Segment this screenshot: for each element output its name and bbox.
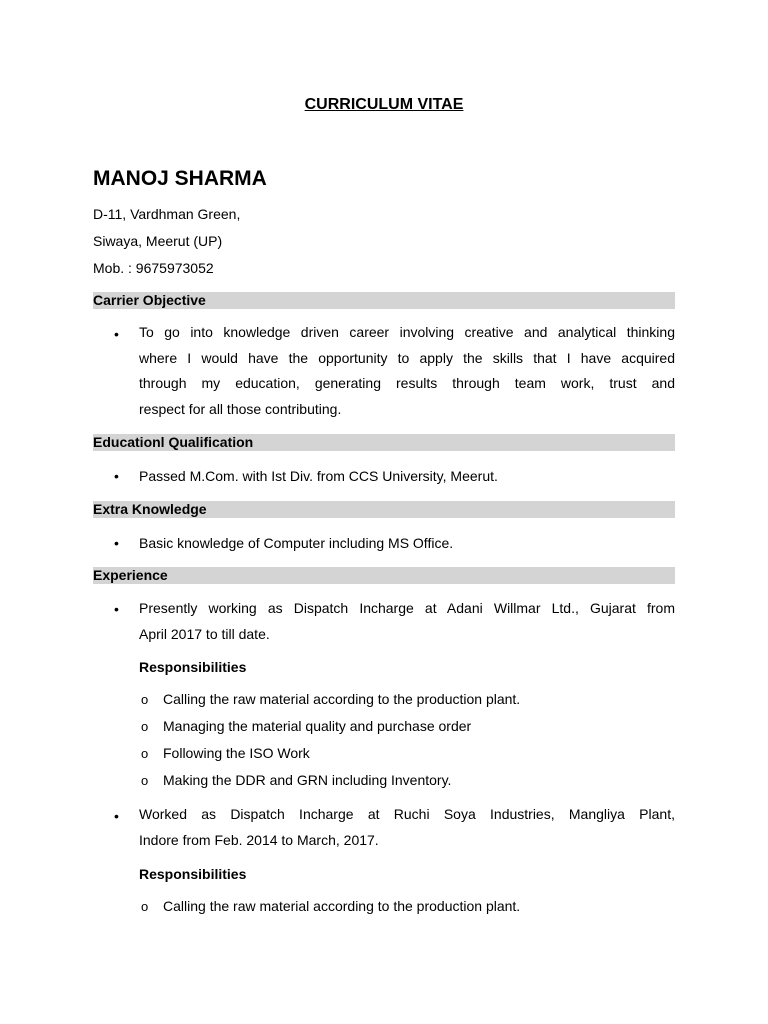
job-1-line: April 2017 to till date. [139, 625, 270, 642]
bullet-icon: • [114, 601, 119, 617]
job-1-responsibility: Following the ISO Work [163, 745, 310, 761]
section-heading-extra-knowledge: Extra Knowledge [93, 501, 675, 518]
address-line-1: D-11, Vardhman Green, [93, 206, 241, 222]
job-1-responsibility: Calling the raw material according to the production plant. [163, 691, 521, 707]
education-item: Passed M.Com. with Ist Div. from CCS University, Meerut. [139, 468, 498, 484]
job-1-responsibilities-heading: Responsibilities [139, 659, 247, 675]
bullet-icon: • [114, 468, 119, 484]
section-heading-education: Educationl Qualification [93, 434, 675, 451]
document-title-text: CURRICULUM VITAE [304, 96, 464, 113]
job-1-line: Presently working as Dispatch Incharge at Adani Willmar Ltd., Gujarat from [139, 600, 675, 616]
job-1-description [139, 596, 675, 647]
sub-bullet-icon: o [141, 719, 149, 734]
address-line-2: Siwaya, Meerut (UP) [93, 233, 223, 249]
document-title [0, 94, 768, 116]
objective-line: through my education, generating results through team work, trust and [139, 375, 675, 391]
job-2-line: Indore from Feb. 2014 to March, 2017. [139, 831, 379, 848]
objective-line: where I would have the opportunity to apply the skills that I have acquired [139, 349, 675, 366]
job-1-responsibility: Making the DDR and GRN including Inventory. [163, 772, 452, 788]
job-2-line: Worked as Dispatch Incharge at Ruchi Soya Industries, Mangliya Plant, [139, 806, 675, 822]
sub-bullet-icon: o [141, 692, 149, 707]
bullet-icon: • [114, 535, 119, 551]
bullet-icon: • [114, 326, 119, 342]
section-heading-experience: Experience [93, 567, 675, 584]
objective-line: respect for all those contributing. [139, 400, 342, 417]
bullet-icon: • [114, 808, 119, 824]
sub-bullet-icon: o [141, 899, 149, 914]
sub-bullet-icon: o [141, 773, 149, 788]
sub-bullet-icon: o [141, 746, 149, 761]
mobile-number: Mob. : 9675973052 [93, 260, 214, 276]
section-heading-objective: Carrier Objective [93, 292, 675, 309]
objective-text [139, 320, 675, 422]
extra-knowledge-item: Basic knowledge of Computer including MS Office. [139, 535, 454, 551]
objective-line: To go into knowledge driven career involving creative and analytical thinking [139, 324, 675, 340]
job-2-responsibilities-heading: Responsibilities [139, 866, 247, 882]
job-1-responsibility: Managing the material quality and purchase order [163, 718, 472, 734]
job-2-description [139, 802, 675, 853]
job-2-responsibility: Calling the raw material according to the production plant. [163, 898, 521, 914]
candidate-name: MANOJ SHARMA [93, 167, 267, 190]
